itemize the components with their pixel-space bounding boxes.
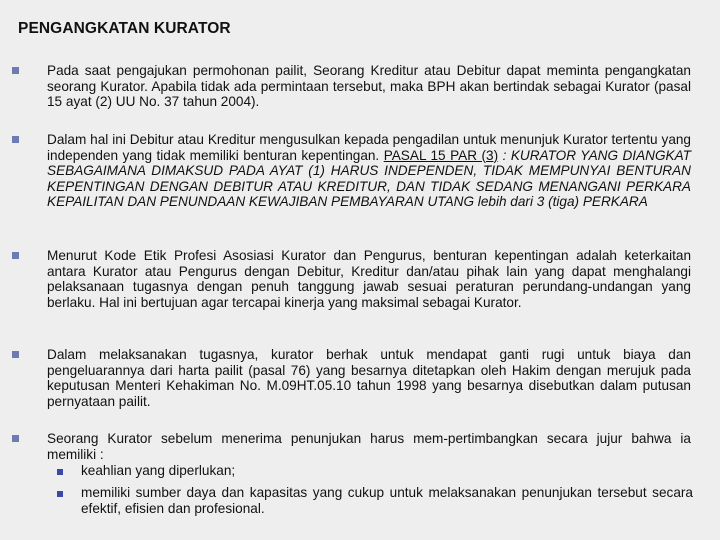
list-item-text <box>47 132 691 210</box>
list-item-text: Pada saat pengajukan permohonan pailit, Seorang Kreditur atau Debitur dapat meminta pengangkatan seorang Kurator. Apabila tidak ada permintaan tersebut, maka BPH akan bertindak sebagai Kurator (pasal 15 ayat (2) UU No. 37 tahun 2004). <box>47 63 691 110</box>
sub-list-item: keahlian yang diperlukan; <box>81 463 236 478</box>
legal-reference-link: PASAL 15 PAR (3) <box>383 147 499 163</box>
bullet-icon <box>12 252 19 259</box>
sub-list-item: memiliki sumber daya dan kapasitas yang cukup untuk melaksanakan penunjukan tersebut secara efektif, efisien dan profesional. <box>81 485 693 516</box>
bullet-icon <box>12 67 19 74</box>
page-title: PENGANGKATAN KURATOR <box>18 20 231 37</box>
list-item-text: Menurut Kode Etik Profesi Asosiasi Kurator dan Pengurus, benturan kepentingan adalah keterkaitan antara Kurator atau Pengurus dengan Debitur, Kreditur dan/atau pihak lain yang dapat menghalangi pelaksanaan tugasnya dengan penuh tanggung jawab sesuai peraturan perundang-undangan yang berlaku. Hal ini bertujuan agar tercapai kinerja yang maksimal sebagai Kurator. <box>47 248 691 310</box>
bullet-icon <box>12 136 19 143</box>
bullet-icon <box>12 435 19 442</box>
list-item-text: Seorang Kurator sebelum menerima penunjukan harus mem-pertimbangkan secara jujur bahwa ia memiliki : <box>47 431 691 462</box>
sub-bullet-icon <box>57 491 63 497</box>
sub-bullet-icon <box>57 469 63 475</box>
bullet-icon <box>12 351 19 358</box>
list-item-text-italic: : KURATOR YANG DIANGKAT SEBAGAIMANA DIMAKSUD PADA AYAT (1) HARUS INDEPENDEN, TIDAK MEMPUNYAI BENTURAN KEPENTINGAN DENGAN DEBITUR ATAU KREDITUR, DAN TIDAK SEDANG MENANGANI PERKARA KEPAILITAN DAN PENUNDAAN KEWAJIBAN PEMBAYARAN UTANG lebih dari 3 (tiga) PERKARA <box>47 147 691 210</box>
list-item-text-plain: Dalam hal ini Debitur atau Kreditur mengusulkan kepada pengadilan untuk menunjuk Kurator tertentu yang independen yang tidak memiliki benturan kepentingan. <box>47 132 691 163</box>
list-item-text: Dalam melaksanakan tugasnya, kurator berhak untuk mendapat ganti rugi untuk biaya dan pengeluarannya dari harta pailit (pasal 76) yang besarnya ditetapkan oleh Hakim dengan merujuk pada keputusan Menteri Kehakiman No. M.09HT.05.10 tahun 1998 yang besarnya disebutkan dalam putusan pernyataan pailit. <box>47 347 691 409</box>
